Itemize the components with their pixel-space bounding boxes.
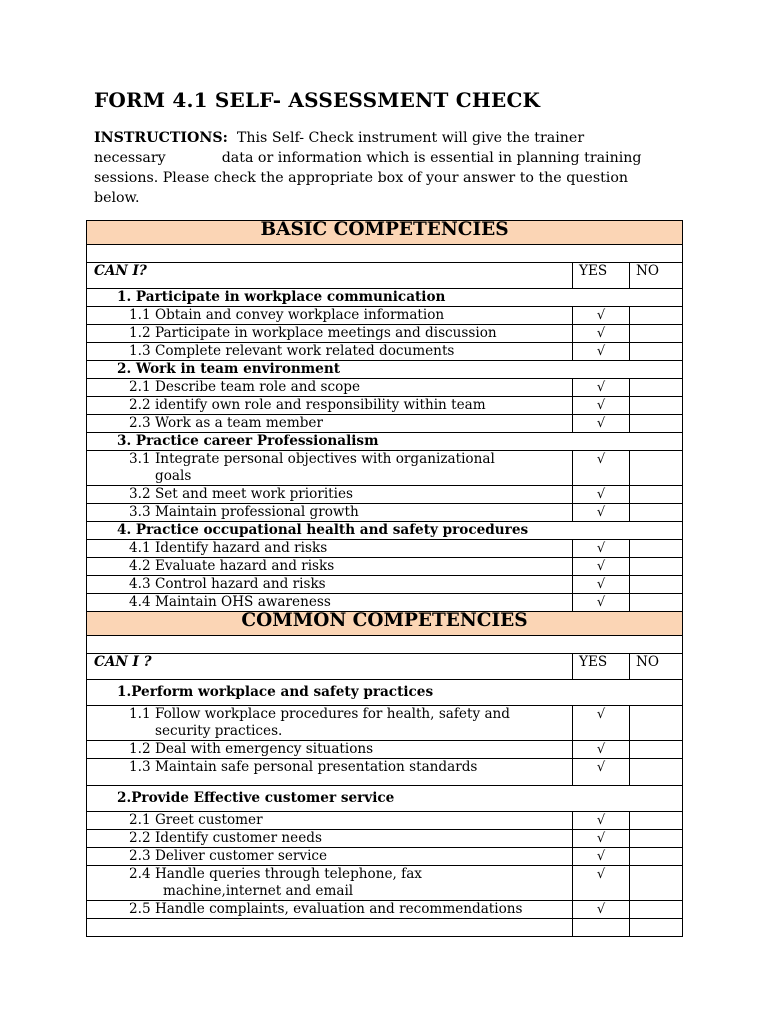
yes-checkbox[interactable]: √ <box>573 576 630 594</box>
no-checkbox[interactable] <box>630 848 683 866</box>
item-text-line-1: 3.1 Integrate personal objectives with organizational <box>129 451 495 467</box>
common-competencies-header: COMMON COMPETENCIES <box>87 612 683 636</box>
no-checkbox[interactable] <box>630 759 683 786</box>
yes-checkbox[interactable]: √ <box>573 866 630 901</box>
no-checkbox[interactable] <box>630 397 683 415</box>
yes-column-header: YES <box>573 654 630 680</box>
yes-checkbox[interactable]: √ <box>573 343 630 361</box>
yes-checkbox[interactable]: √ <box>573 759 630 786</box>
instructions-line-1 <box>94 128 684 148</box>
can-i-label: CAN I ? <box>87 654 573 680</box>
yes-checkbox[interactable]: √ <box>573 451 630 486</box>
item-text-line-1: 2.4 Handle queries through telephone, fax <box>129 866 422 882</box>
category-label: 4. Practice occupational health and safety procedures <box>87 522 683 540</box>
instructions-line-3: sessions. Please check the appropriate box of your answer to the question <box>94 170 629 186</box>
no-checkbox[interactable] <box>630 706 683 741</box>
item-label: 4.2 Evaluate hazard and risks <box>87 558 573 576</box>
instructions-line-2 <box>94 148 684 168</box>
yes-checkbox[interactable]: √ <box>573 558 630 576</box>
yes-checkbox[interactable]: √ <box>573 379 630 397</box>
yes-checkbox[interactable]: √ <box>573 594 630 612</box>
can-i-label: CAN I? <box>87 263 573 289</box>
item-label: 4.3 Control hazard and risks <box>87 576 573 594</box>
yes-checkbox[interactable]: √ <box>573 741 630 759</box>
no-column-header: NO <box>630 263 683 289</box>
instructions-text-1: This Self- Check instrument will give the trainer <box>236 130 585 146</box>
yes-checkbox[interactable]: √ <box>573 486 630 504</box>
spacer-row <box>87 636 683 654</box>
item-label: 2.1 Describe team role and scope <box>87 379 573 397</box>
item-label: 2.2 Identify customer needs <box>87 830 573 848</box>
no-checkbox[interactable] <box>630 540 683 558</box>
category-label: 2.Provide Effective customer service <box>87 786 683 812</box>
category-label: 1. Participate in workplace communication <box>87 289 683 307</box>
item-label: 2.3 Work as a team member <box>87 415 573 433</box>
no-checkbox[interactable] <box>630 325 683 343</box>
item-label: 1.2 Deal with emergency situations <box>87 741 573 759</box>
yes-checkbox[interactable]: √ <box>573 415 630 433</box>
yes-checkbox[interactable]: √ <box>573 848 630 866</box>
item-label: 1.2 Participate in workplace meetings and discussion <box>87 325 573 343</box>
item-label: 2.3 Deliver customer service <box>87 848 573 866</box>
no-checkbox[interactable] <box>630 486 683 504</box>
category-label: 1.Perform workplace and safety practices <box>87 680 683 706</box>
item-label: 4.1 Identify hazard and risks <box>87 540 573 558</box>
no-checkbox[interactable] <box>630 594 683 612</box>
basic-competencies-header: BASIC COMPETENCIES <box>87 221 683 245</box>
no-checkbox[interactable] <box>630 741 683 759</box>
item-label <box>87 451 573 486</box>
no-checkbox[interactable] <box>630 901 683 919</box>
item-text-line-2: goals <box>155 468 192 484</box>
instructions-label: INSTRUCTIONS: <box>94 130 228 146</box>
no-checkbox[interactable] <box>630 812 683 830</box>
no-checkbox[interactable] <box>630 576 683 594</box>
form-title: FORM 4.1 SELF- ASSESSMENT CHECK <box>94 88 541 112</box>
no-checkbox[interactable] <box>630 504 683 522</box>
item-text-line-1: 1.3 Maintain safe personal presentation standards <box>129 759 478 775</box>
yes-checkbox[interactable]: √ <box>573 830 630 848</box>
no-checkbox[interactable] <box>630 379 683 397</box>
item-label: 2.1 Greet customer <box>87 812 573 830</box>
yes-column-header: YES <box>573 263 630 289</box>
item-label: 2.2 identify own role and responsibility within team <box>87 397 573 415</box>
empty-cell <box>573 919 630 937</box>
item-text-line-1: 1.1 Follow workplace procedures for health, safety and <box>129 706 511 722</box>
instructions <box>94 128 684 208</box>
item-label: 4.4 Maintain OHS awareness <box>87 594 573 612</box>
instructions-text-2b: data or information which is essential in planning training <box>221 150 642 166</box>
item-label: 1.1 Obtain and convey workplace information <box>87 307 573 325</box>
yes-checkbox[interactable]: √ <box>573 504 630 522</box>
item-label: 2.5 Handle complaints, evaluation and recommendations <box>87 901 573 919</box>
yes-checkbox[interactable]: √ <box>573 325 630 343</box>
no-checkbox[interactable] <box>630 558 683 576</box>
item-label: 1.3 Complete relevant work related documents <box>87 343 573 361</box>
yes-checkbox[interactable]: √ <box>573 307 630 325</box>
no-checkbox[interactable] <box>630 451 683 486</box>
category-label: 3. Practice career Professionalism <box>87 433 683 451</box>
yes-checkbox[interactable]: √ <box>573 812 630 830</box>
category-label: 2. Work in team environment <box>87 361 683 379</box>
yes-checkbox[interactable]: √ <box>573 901 630 919</box>
item-label: 3.2 Set and meet work priorities <box>87 486 573 504</box>
spacer-row <box>87 245 683 263</box>
no-checkbox[interactable] <box>630 343 683 361</box>
empty-cell <box>630 919 683 937</box>
no-checkbox[interactable] <box>630 415 683 433</box>
yes-checkbox[interactable]: √ <box>573 540 630 558</box>
no-checkbox[interactable] <box>630 307 683 325</box>
no-checkbox[interactable] <box>630 866 683 901</box>
item-label <box>87 706 573 741</box>
yes-checkbox[interactable]: √ <box>573 706 630 741</box>
competency-table <box>86 220 683 937</box>
instructions-line-4: below. <box>94 190 140 206</box>
item-label: 3.3 Maintain professional growth <box>87 504 573 522</box>
item-text-line-2: machine,internet and email <box>163 883 354 899</box>
empty-cell <box>87 919 573 937</box>
item-text-line-2: security practices. <box>155 723 283 739</box>
yes-checkbox[interactable]: √ <box>573 397 630 415</box>
instructions-text-2a: necessary <box>94 150 166 166</box>
no-column-header: NO <box>630 654 683 680</box>
item-label <box>87 866 573 901</box>
item-label <box>87 759 573 786</box>
no-checkbox[interactable] <box>630 830 683 848</box>
